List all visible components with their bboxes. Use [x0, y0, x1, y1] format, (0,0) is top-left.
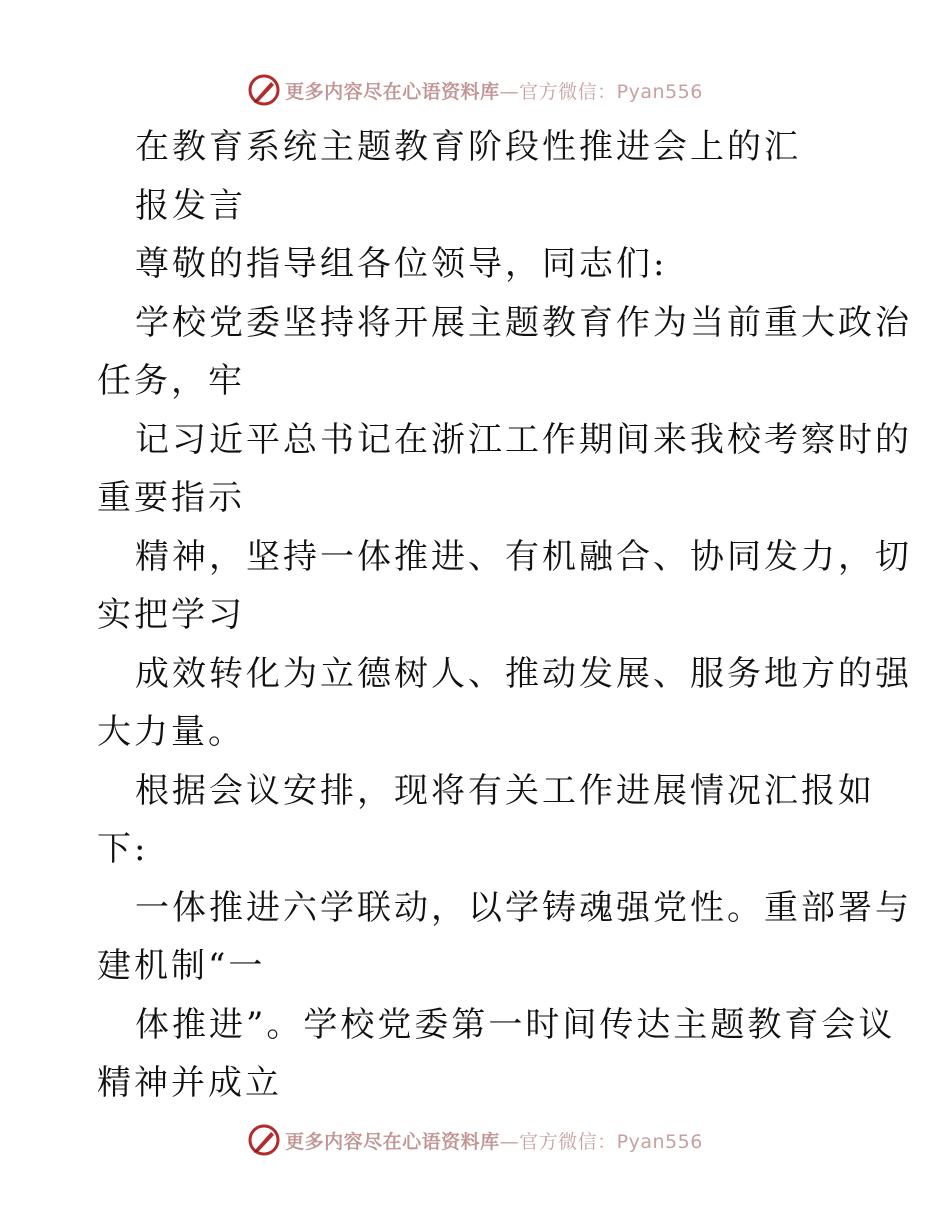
banner-wechat: —官方微信：Pyan556: [499, 1130, 703, 1153]
text-line: 实把学习: [97, 595, 245, 635]
text-line: 根据会议安排，现将有关工作进展情况汇报如: [135, 770, 875, 811]
text-line: 一体推进六学联动，以学铸魂强党性。重部署与: [135, 887, 912, 928]
header-banner: [0, 70, 950, 110]
banner-title: 更多内容尽在心语资料库: [285, 80, 500, 103]
text-line: 建机制“一: [97, 946, 266, 986]
pen-logo-icon: [247, 73, 281, 107]
document-body: [97, 118, 912, 1113]
text-line: 尊敬的指导组各位领导，同志们:: [135, 244, 668, 284]
banner-wechat: —官方微信：Pyan556: [499, 80, 703, 103]
text-line: 大力量。: [97, 712, 245, 752]
text-line: 记习近平总书记在浙江工作期间来我校考察时的: [135, 419, 912, 460]
banner-title: 更多内容尽在心语资料库: [285, 1130, 500, 1153]
text-line: 体推进”。学校党委第一时间传达主题教育会议: [135, 1004, 896, 1045]
text-line: 报发言: [135, 185, 246, 226]
text-line: 精神并成立: [97, 1063, 282, 1103]
text-line: 精神，坚持一体推进、有机融合、协同发力，切: [135, 536, 912, 577]
text-line: 在教育系统主题教育阶段性推进会上的汇: [135, 127, 801, 167]
text-line: 任务，牢: [97, 361, 245, 401]
text-line: 下:: [97, 829, 149, 869]
pen-logo-icon: [247, 1123, 281, 1157]
text-line: 学校党委坚持将开展主题教育作为当前重大政治: [135, 302, 912, 343]
footer-banner: [0, 1120, 950, 1160]
text-line: 成效转化为立德树人、推动发展、服务地方的强: [135, 653, 912, 694]
text-line: 重要指示: [97, 478, 245, 518]
